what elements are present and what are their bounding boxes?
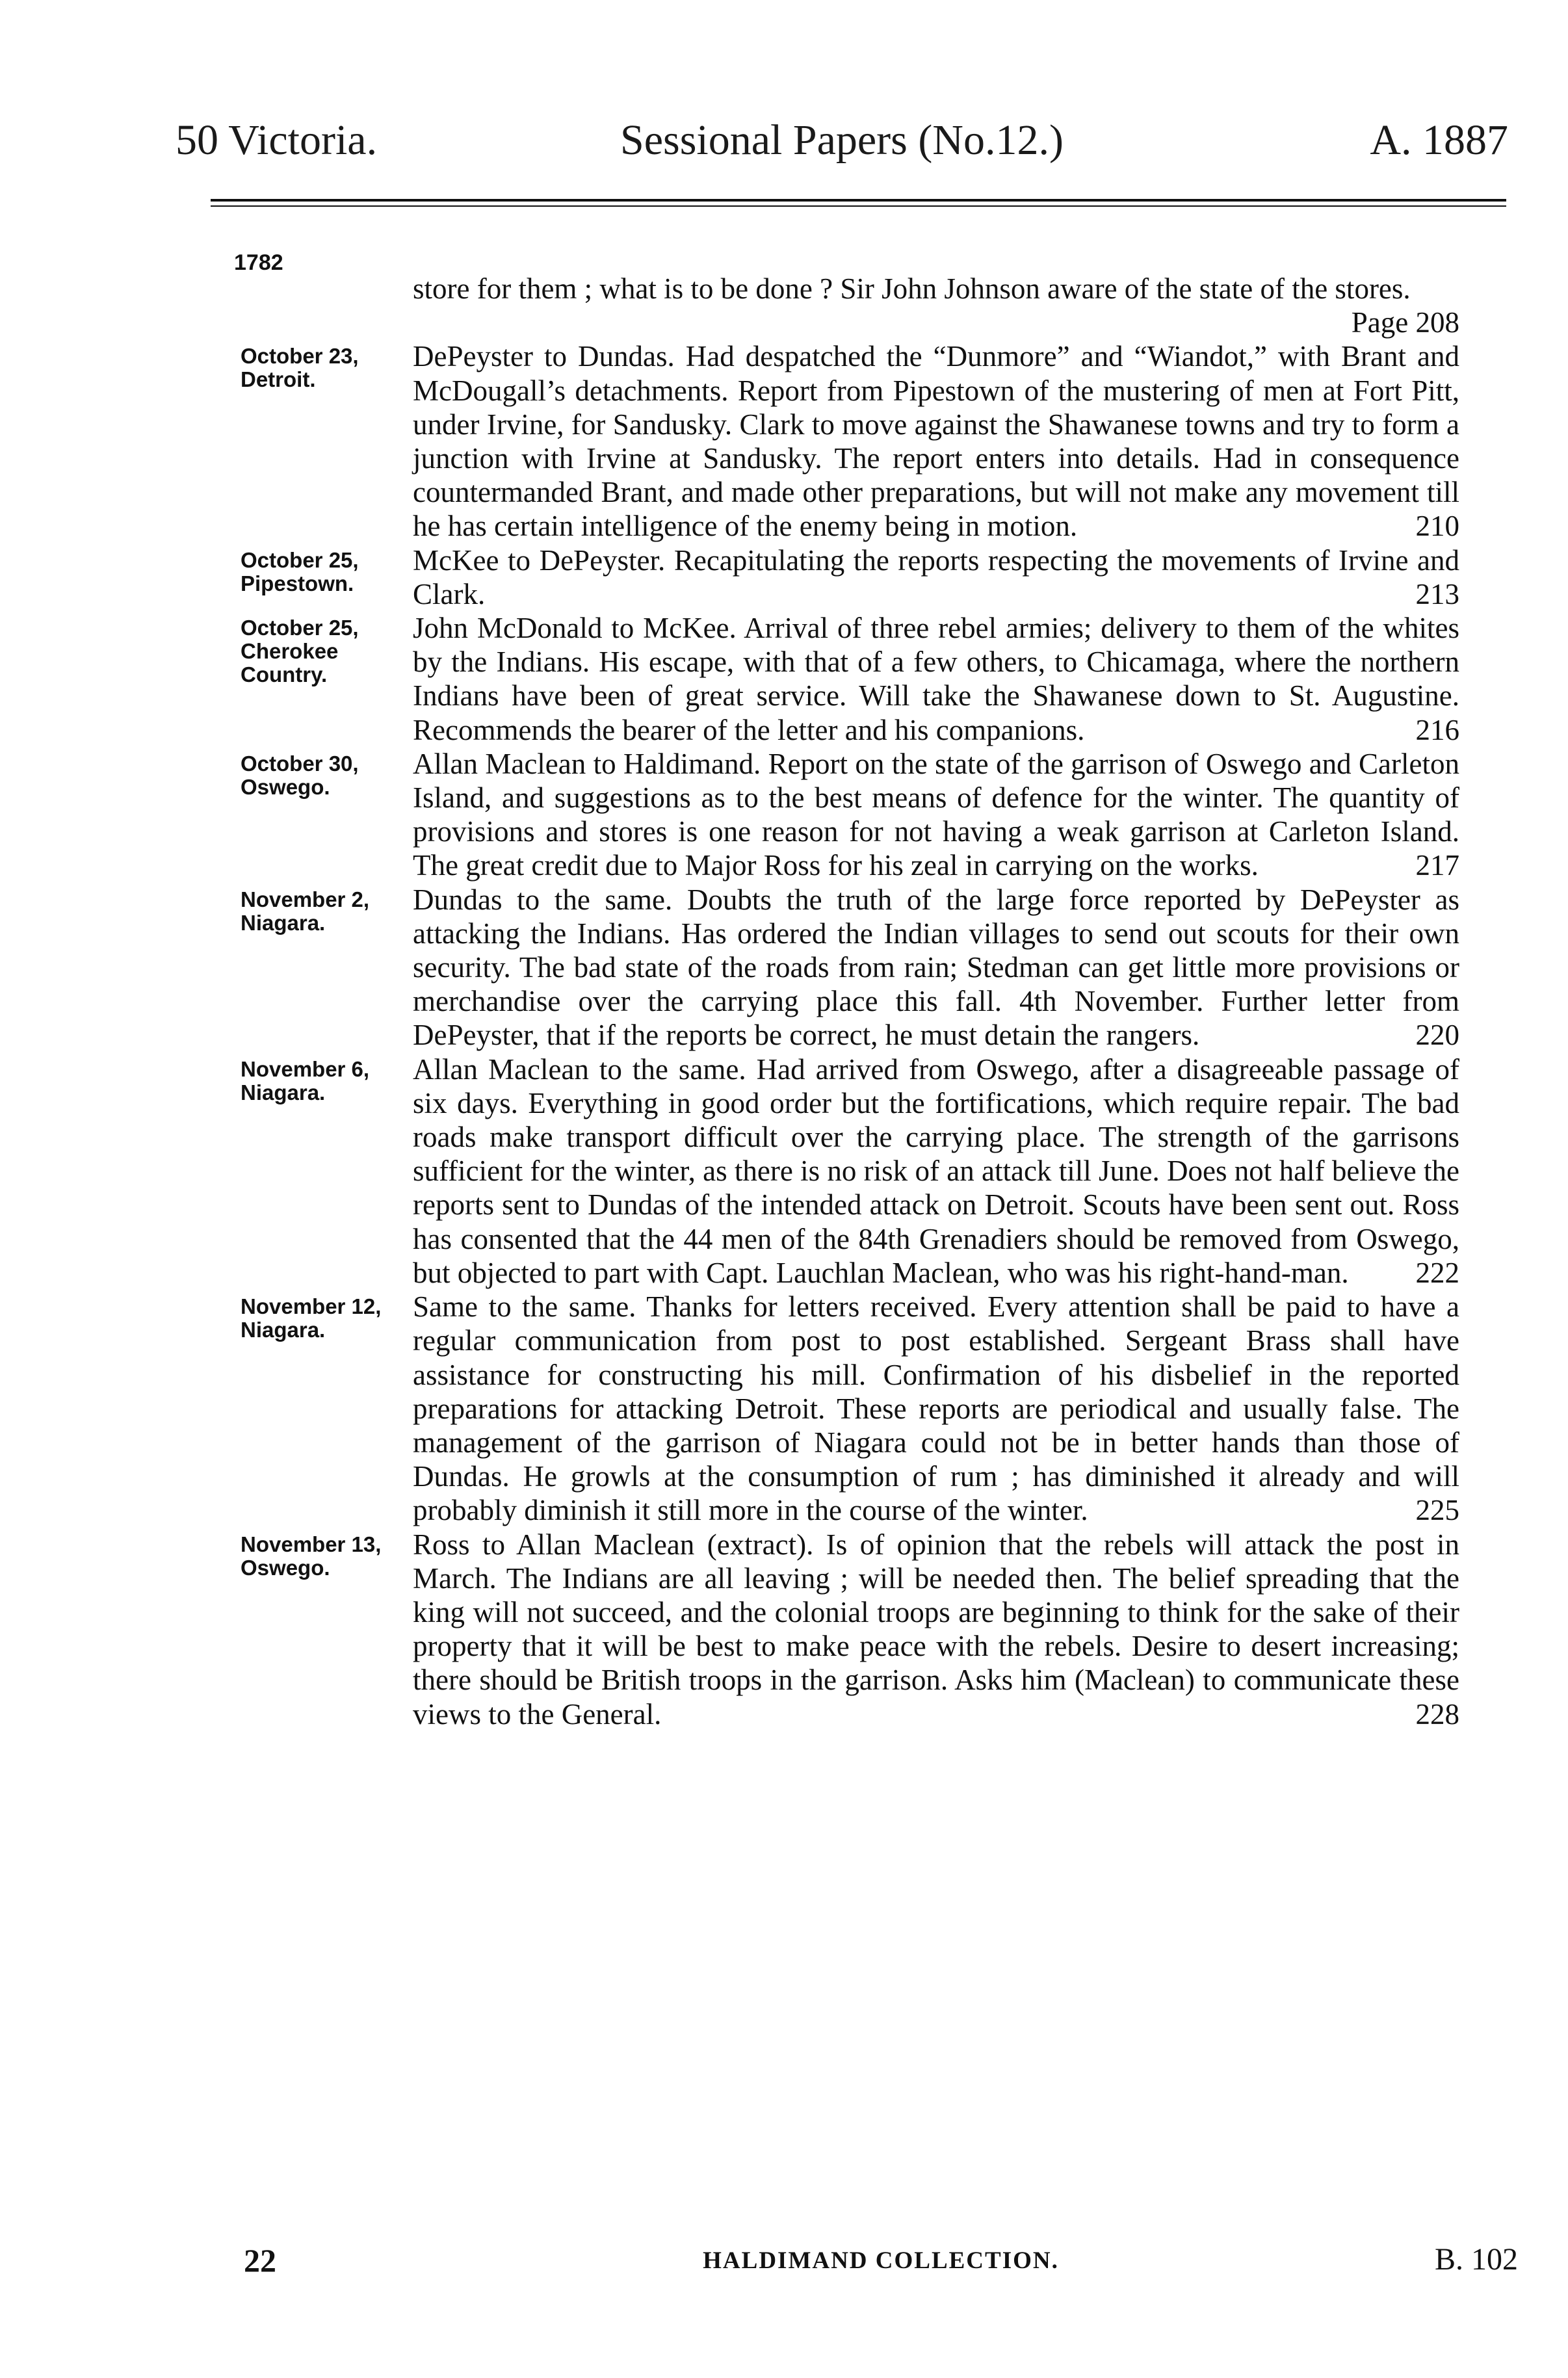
header-rule-thin (211, 205, 1506, 207)
entry-place: Oswego. (241, 774, 330, 799)
entry-text: John McDonald to McKee. Arrival of three rebel armies; delivery to them of the whites by the Indians. His escape, with that of a few others, to Chicamaga, where the northern Indians have been of great service. Will take the Shawanese down to St. Augustine. Recommends the bearer of the letter and his companions. (413, 612, 1459, 746)
entry-text-block (413, 1052, 1459, 1290)
entry-place: Niagara. (241, 1318, 326, 1342)
entry-place: Detroit. (241, 367, 316, 392)
calendar-entry (241, 272, 1476, 339)
calendar-entries (241, 272, 1476, 1731)
entry-page-ref: 216 (1415, 713, 1459, 746)
entry-margin-note (241, 883, 413, 935)
entry-text: McKee to DePeyster. Recapitulating the reports respecting the movements of Irvine and Clark. (413, 543, 1459, 610)
entry-page-ref: 222 (1415, 1256, 1459, 1289)
calendar-entry (241, 1052, 1476, 1290)
header-volume: 50 Victoria. (176, 116, 378, 164)
entry-text: Dundas to the same. Doubts the truth of the large force reported by DePeyster as attacking the Indians. Has ordered the Indian villages to send out scouts for their own security. The bad state of the roads from rain; Stedman can get little more provisions or merchandise over the carrying place this fall. 4th November. Further letter from DePeyster, that if the reports be correct, he must detain the rangers. (413, 883, 1459, 1052)
entry-margin-note (241, 1528, 413, 1580)
entry-text-block (413, 883, 1459, 1052)
footer-collection-title: HALDIMAND COLLECTION. (703, 2247, 1059, 2274)
entry-text: store for them ; what is to be done ? Sir John Johnson aware of the state of the stores. (413, 272, 1411, 305)
calendar-entry (241, 1528, 1476, 1731)
entry-date: November 2, (241, 887, 370, 911)
entry-place: Niagara. (241, 910, 326, 935)
entry-date: October 30, (241, 751, 359, 776)
calendar-entry (241, 883, 1476, 1052)
entry-margin-note (241, 1290, 413, 1342)
entry-page-ref: 220 (1415, 1019, 1459, 1052)
entry-page-ref: 210 (1415, 510, 1459, 543)
entry-text-block (413, 543, 1459, 611)
header-rule (211, 199, 1506, 202)
entry-text: DePeyster to Dundas. Had despatched the “Dunmore” and “Wiandot,” with Brant and McDougall’s detachments. Report from Pipestown of the mustering of men at Fort Pitt, under Irvine, for Sandusky. Clark to move against the Shawanese towns and try to form a junction with Irvine at Sandusky. The report enters into details. Had in consequence countermanded Brant, and made other preparations, but will not make any movement till he has certain intelligence of the enemy being in motion. (413, 340, 1459, 543)
entry-page-ref: 213 (1415, 577, 1459, 610)
entry-date: November 13, (241, 1532, 382, 1556)
entry-margin-note (241, 747, 413, 799)
calendar-entry (241, 543, 1476, 611)
footer-volume-ref: B. 102 (1434, 2242, 1518, 2277)
entry-date: October 23, (241, 344, 359, 369)
calendar-entry (241, 1290, 1476, 1527)
entry-date: October 25, (241, 547, 359, 572)
calendar-entry (241, 611, 1476, 747)
entry-place: Pipestown. (241, 571, 354, 595)
entry-text: Allan Maclean to Haldimand. Report on the state of the garrison of Oswego and Carleton Island, and suggestions as to the best means of defence for the winter. The quantity of provisions and stores is one reason for not having a weak garrison at Carleton Island. The great credit due to Major Ross for his zeal in carrying on the works. (413, 747, 1459, 882)
entry-margin-note (241, 272, 413, 277)
entry-text-block (413, 272, 1459, 339)
entry-text-block (413, 611, 1459, 747)
margin-year: 1782 (234, 250, 283, 275)
entry-text: Allan Maclean to the same. Had arrived from Oswego, after a disagreeable passage of six days. Everything in good order but the fortifications, which require repair. The bad roads make transport difficult over the carrying place. The strength of the garrisons sufficient for the winter, as there is no risk of an attack till June. Does not half believe the reports sent to Dundas of the intended attack on Detroit. Scouts have been sent out. Ross has consented that the 44 men of the 84th Grenadiers should be removed from Oswego, but objected to part with Capt. Lauchlan Maclean, who was his right-hand-man. (413, 1052, 1459, 1289)
entry-date: November 12, (241, 1294, 382, 1319)
entry-margin-note (241, 543, 413, 595)
entry-page-ref: Page 208 (1351, 306, 1459, 339)
entry-place: Cherokee Country. (241, 639, 339, 687)
entry-text-block (413, 747, 1459, 883)
calendar-entry (241, 747, 1476, 883)
entry-text: Same to the same. Thanks for letters received. Every attention shall be paid to have a regular communication from post to post established. Sergeant Brass shall have assistance for constructing his mill. Confirmation of his disbelief in the reported preparations for attacking Detroit. These reports are periodical and usually false. The management of the garrison of Niagara could not be in better hands than those of Dundas. He growls at the consumption of rum ; has diminished it already and will probably diminish it still more in the course of the winter. (413, 1290, 1459, 1527)
page-footer (244, 2241, 1518, 2280)
entry-text-block (413, 1290, 1459, 1527)
entry-place: Oswego. (241, 1555, 330, 1580)
calendar-entry (241, 339, 1476, 543)
entry-text-block (413, 1528, 1459, 1731)
entry-date: November 6, (241, 1056, 370, 1081)
header-title: Sessional Papers (No.12.) (620, 116, 1064, 164)
page-header (176, 116, 1508, 181)
entry-page-ref: 217 (1415, 849, 1459, 882)
entry-text: Ross to Allan Maclean (extract). Is of opinion that the rebels will attack the post in March. The Indians are all leaving ; will be needed then. The belief spreading that the king will not succeed, and the colonial troops are beginning to think for the sake of their property that it will be best to make peace with the rebels. Desire to desert increasing; there should be British troops in the garrison. Asks him (Maclean) to communicate these views to the General. (413, 1528, 1459, 1731)
footer-page-number: 22 (244, 2242, 276, 2279)
entry-margin-note (241, 339, 413, 391)
entry-margin-note (241, 611, 413, 686)
entry-page-ref: 228 (1415, 1697, 1459, 1731)
header-year: A. 1887 (1370, 116, 1508, 164)
entry-place: Niagara. (241, 1080, 326, 1104)
entry-text-block (413, 339, 1459, 543)
entry-margin-note (241, 1052, 413, 1104)
entry-page-ref: 225 (1415, 1494, 1459, 1527)
entry-date: October 25, (241, 616, 359, 640)
